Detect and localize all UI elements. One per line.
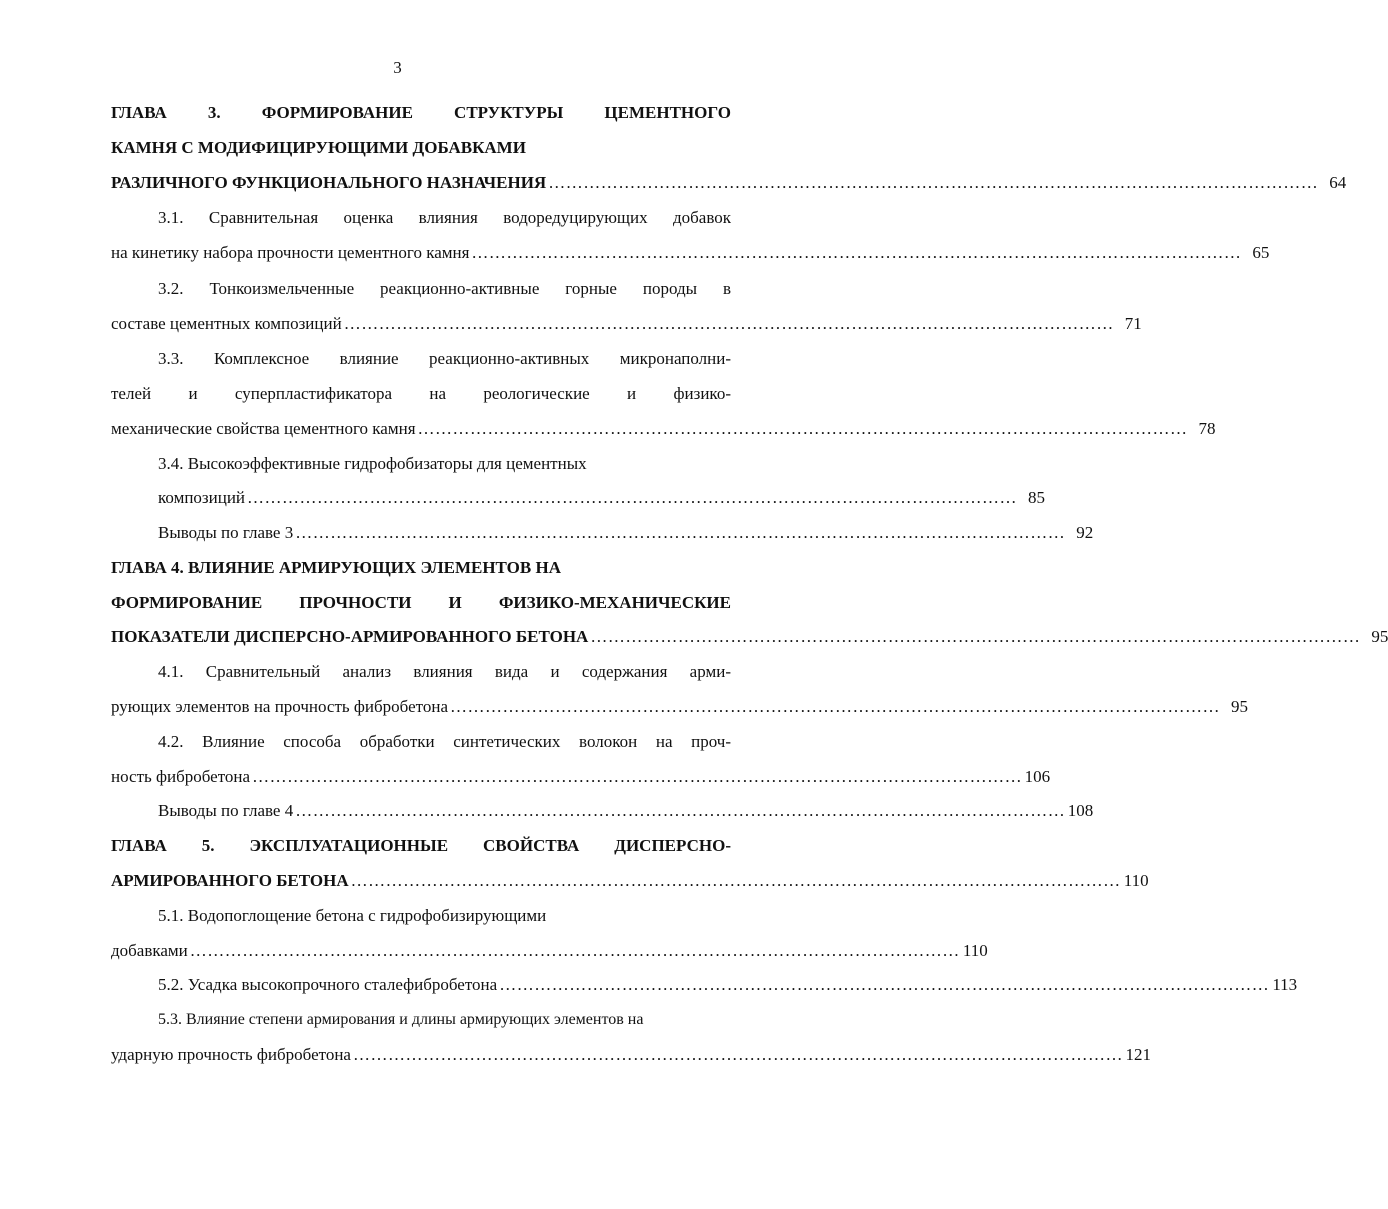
toc-section-4-2-entry bbox=[111, 762, 1051, 792]
toc-section-5-1-line-1: 5.1. Водопоглощение бетона с гидрофобизирующими bbox=[158, 906, 547, 925]
toc-section-4-1-line-2: рующих элементов на прочность фибробетона bbox=[111, 697, 448, 716]
leader-dots: …………………………………………………………………………………………………………………… bbox=[417, 419, 1188, 438]
toc-chapter-3-entry bbox=[111, 168, 1347, 198]
toc-section-3-1-line-2: на кинетику набора прочности цементного камня bbox=[111, 243, 470, 262]
toc-conclusions-3-label: Выводы по главе 3 bbox=[158, 523, 294, 542]
leader-dots: …………………………………………………………………………………………………………………… bbox=[189, 941, 960, 960]
page-ref: 65 bbox=[1252, 243, 1270, 262]
toc-section-5-3-line-2: ударную прочность фибробетона bbox=[111, 1045, 351, 1064]
toc-conclusions-4-label: Выводы по главе 4 bbox=[158, 801, 294, 820]
page-ref: 110 bbox=[1123, 871, 1149, 890]
page-ref: 95 bbox=[1371, 627, 1388, 646]
toc-section-3-2-line-2: составе цементных композиций bbox=[111, 314, 342, 333]
toc-chapter-5-line-1: ГЛАВА 5. ЭКСПЛУАТАЦИОННЫЕ СВОЙСТВА ДИСПЕРСНО- bbox=[111, 836, 731, 855]
toc-section-5-3-line-1: 5.3. Влияние степени армирования и длины армирующих элементов на bbox=[158, 1011, 644, 1028]
page-ref: 106 bbox=[1024, 767, 1051, 786]
toc-conclusions-4-entry bbox=[158, 796, 1094, 826]
toc-chapter-4-line-3: ПОКАЗАТЕЛИ ДИСПЕРСНО-АРМИРОВАННОГО БЕТОНА bbox=[111, 627, 589, 646]
toc-section-4-2-line-2: ность фибробетона bbox=[111, 767, 251, 786]
page-ref: 110 bbox=[962, 941, 988, 960]
toc-section-3-1-line-1: 3.1. Сравнительная оценка влияния водоредуцирующих добавок bbox=[158, 208, 731, 227]
page-ref: 71 bbox=[1124, 314, 1142, 333]
toc-section-3-4-line-1: 3.4. Высокоэффективные гидрофобизаторы для цементных bbox=[158, 454, 587, 473]
page-ref: 108 bbox=[1067, 801, 1094, 820]
toc-section-4-1-entry bbox=[111, 692, 1248, 722]
leader-dots: …………………………………………………………………………………………………………………… bbox=[350, 871, 1121, 890]
toc-chapter-4-entry bbox=[111, 622, 1388, 652]
toc-section-5-3-entry bbox=[111, 1040, 1151, 1070]
leader-dots: …………………………………………………………………………………………………………………… bbox=[352, 1045, 1123, 1064]
leader-dots: …………………………………………………………………………………………………………………… bbox=[252, 767, 1023, 786]
toc-section-3-4-entry bbox=[158, 483, 1046, 513]
page-ref: 95 bbox=[1231, 697, 1248, 716]
page-ref: 85 bbox=[1028, 488, 1046, 507]
toc-section-5-2-label: 5.2. Усадка высокопрочного сталефибробетона bbox=[158, 975, 498, 994]
toc-section-4-2-line-1: 4.2. Влияние способа обработки синтетических волокон на проч- bbox=[158, 732, 731, 751]
toc-section-3-4-line-2: композиций bbox=[158, 488, 246, 507]
toc-section-3-3-line-1: 3.3. Комплексное влияние реакционно-активных микронаполни- bbox=[158, 349, 731, 368]
leader-dots: …………………………………………………………………………………………………………………… bbox=[499, 975, 1270, 994]
toc-conclusions-3-entry bbox=[158, 518, 1094, 548]
toc-section-5-1-entry bbox=[111, 936, 988, 966]
leader-dots: …………………………………………………………………………………………………………………… bbox=[343, 314, 1114, 333]
toc-section-3-3-line-2: телей и суперпластификатора на реологические и физико- bbox=[111, 384, 731, 403]
leader-dots: …………………………………………………………………………………………………………………… bbox=[295, 523, 1066, 542]
leader-dots: …………………………………………………………………………………………………………………… bbox=[471, 243, 1242, 262]
toc-section-3-3-line-3: механические свойства цементного камня bbox=[111, 419, 416, 438]
leader-dots: …………………………………………………………………………………………………………………… bbox=[295, 801, 1066, 820]
toc-section-5-2-entry bbox=[158, 970, 1298, 1000]
toc-section-4-1-line-1: 4.1. Сравнительный анализ влияния вида и содержания арми- bbox=[158, 662, 731, 681]
toc-chapter-3-line-3: РАЗЛИЧНОГО ФУНКЦИОНАЛЬНОГО НАЗНАЧЕНИЯ bbox=[111, 173, 547, 192]
page-ref: 121 bbox=[1125, 1045, 1151, 1064]
page-number: 3 bbox=[393, 58, 402, 77]
toc-section-3-1-entry bbox=[111, 238, 1270, 268]
toc-section-5-1-line-2: добавками bbox=[111, 941, 188, 960]
toc-chapter-5-line-2: АРМИРОВАННОГО БЕТОНА bbox=[111, 871, 349, 890]
page-ref: 64 bbox=[1329, 173, 1347, 192]
toc-section-3-2-entry bbox=[111, 309, 1142, 339]
toc-chapter-4-line-1: ГЛАВА 4. ВЛИЯНИЕ АРМИРУЮЩИХ ЭЛЕМЕНТОВ НА bbox=[111, 558, 561, 577]
toc-chapter-5-entry bbox=[111, 866, 1149, 896]
leader-dots: …………………………………………………………………………………………………………………… bbox=[247, 488, 1018, 507]
leader-dots: …………………………………………………………………………………………………………………… bbox=[590, 627, 1361, 646]
leader-dots: …………………………………………………………………………………………………………………… bbox=[450, 697, 1220, 716]
toc-chapter-4-line-2: ФОРМИРОВАНИЕ ПРОЧНОСТИ И ФИЗИКО-МЕХАНИЧЕСКИЕ bbox=[111, 593, 731, 612]
toc-section-3-2-line-1: 3.2. Тонкоизмельченные реакционно-активные горные породы в bbox=[158, 279, 731, 298]
page-ref: 113 bbox=[1272, 975, 1298, 994]
page-ref: 78 bbox=[1198, 419, 1216, 438]
toc-chapter-3-line-2: КАМНЯ С МОДИФИЦИРУЮЩИМИ ДОБАВКАМИ bbox=[111, 138, 526, 157]
page-ref: 92 bbox=[1076, 523, 1094, 542]
leader-dots: …………………………………………………………………………………………………………………… bbox=[548, 173, 1319, 192]
toc-chapter-3-line-1: ГЛАВА 3. ФОРМИРОВАНИЕ СТРУКТУРЫ ЦЕМЕНТНОГО bbox=[111, 103, 731, 122]
toc-section-3-3-entry bbox=[111, 414, 1216, 444]
